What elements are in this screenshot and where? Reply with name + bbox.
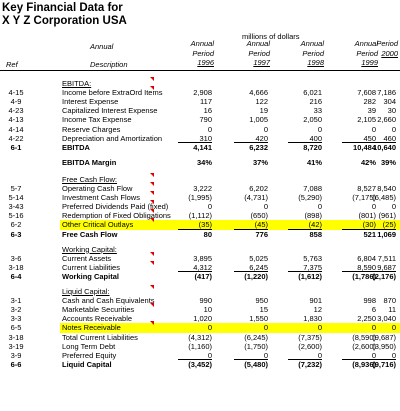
table-row: [0, 79, 400, 88]
row-value-3: (1,786): [352, 271, 376, 281]
row-description: Marketable Securities: [62, 305, 135, 315]
row-value-3: 0: [371, 202, 376, 212]
row-ref: 4-23: [8, 106, 24, 116]
row-value-0: 790: [199, 115, 212, 125]
table-row: [0, 230, 400, 239]
row-description: Working Capital: [62, 271, 119, 281]
row-description: EBITDA: [62, 142, 90, 152]
row-value-4: (2,176): [372, 271, 396, 281]
row-value-3: 8,527: [357, 184, 376, 193]
row-value-3: (7,175): [352, 193, 376, 203]
table-row: [0, 106, 400, 115]
row-value-1: (5,480): [244, 359, 268, 369]
comment-indicator-icon[interactable]: [150, 200, 154, 204]
row-value-4: 0: [391, 124, 396, 134]
row-value-0: 10: [203, 305, 212, 315]
period-header-year: 1999: [361, 58, 378, 67]
row-value-0: 0: [207, 202, 212, 212]
total-rule: [234, 229, 268, 230]
row-value-2: 0: [317, 202, 322, 212]
total-rule: [288, 271, 322, 272]
period-header-mid: Period: [248, 48, 270, 58]
row-description: Current Liabilities: [62, 262, 120, 272]
row-value-1: 0: [263, 202, 268, 212]
table-row: [0, 202, 400, 211]
table-row: [0, 272, 400, 281]
total-rule: [234, 142, 268, 143]
row-value-4: 7,186: [377, 88, 396, 98]
total-rule: [178, 359, 212, 360]
row-value-4: 30: [387, 106, 396, 116]
table-row: [0, 97, 400, 106]
header-annual: Annual: [90, 42, 114, 51]
row-value-2: 8,720: [303, 142, 322, 152]
table-row: [0, 314, 400, 323]
period-header-1: [212, 39, 270, 68]
row-description: Investment Cash Flows: [62, 193, 140, 203]
row-value-4: (9,687): [372, 332, 396, 342]
row-ref: 4-22: [8, 133, 24, 143]
row-value-0: 4,141: [193, 142, 212, 152]
row-value-4: 10,640: [373, 142, 396, 152]
table-row: [0, 125, 400, 134]
header-ref: Ref: [6, 60, 18, 69]
row-value-4: 2,660: [377, 115, 396, 125]
period-header-2: [266, 39, 324, 68]
row-value-3: (8,590): [352, 332, 376, 342]
row-description: Preferred Dividends Paid (fixed): [62, 202, 169, 212]
row-value-2: 0: [317, 350, 322, 360]
row-value-0: (417): [194, 271, 212, 281]
row-value-4: 0: [391, 323, 396, 333]
row-value-3: 521: [363, 229, 376, 239]
row-value-3: 7,608: [357, 88, 376, 98]
row-value-1: 776: [255, 229, 268, 239]
row-ref: 3-6: [10, 253, 22, 263]
row-value-3: 8,590: [357, 262, 376, 272]
row-ref: 3-9: [10, 350, 22, 360]
row-value-0: (3,452): [188, 359, 212, 369]
company-name: X Y Z Corporation USA: [2, 15, 127, 27]
row-value-0: (4,312): [188, 332, 212, 342]
row-value-2: (7,232): [298, 359, 322, 369]
row-value-2: 0: [317, 323, 322, 333]
table-row: [0, 287, 400, 296]
row-value-4: 0: [391, 202, 396, 212]
row-value-1: (1,750): [244, 341, 268, 351]
row-ref: 5-16: [8, 211, 24, 221]
comment-indicator-icon[interactable]: [150, 209, 154, 213]
row-ref: 5-7: [10, 184, 22, 193]
row-value-3: 2,250: [357, 314, 376, 324]
row-value-2: (42): [308, 220, 322, 230]
row-description: Reserve Charges: [62, 124, 121, 134]
row-value-1: 6,245: [249, 262, 268, 272]
row-value-0: 310: [199, 133, 212, 143]
comment-indicator-icon[interactable]: [150, 191, 154, 195]
row-value-3: 6: [371, 305, 376, 315]
row-value-0: 0: [207, 350, 212, 360]
table-row: [0, 184, 400, 193]
row-value-2: 858: [309, 229, 322, 239]
row-ref: 6-2: [10, 220, 22, 230]
comment-indicator-icon[interactable]: [150, 303, 154, 307]
row-ref: 3-2: [10, 305, 22, 315]
total-rule: [288, 229, 322, 230]
row-description: Income Tax Expense: [62, 115, 132, 125]
row-value-0: 16: [203, 106, 212, 116]
row-value-0: 0: [207, 323, 212, 333]
row-value-2: 7,088: [303, 184, 322, 193]
row-value-0: (35): [198, 220, 212, 230]
row-value-4: (3,950): [372, 341, 396, 351]
row-value-1: 122: [255, 97, 268, 107]
row-value-1: 0: [263, 323, 268, 333]
row-value-1: 1,005: [249, 115, 268, 125]
header-rule: [0, 70, 400, 71]
table-row: [0, 333, 400, 342]
table-row: [0, 158, 400, 167]
row-value-1: 15: [259, 305, 268, 315]
row-description: EBITDA Margin: [62, 157, 117, 167]
row-value-2: 7,375: [303, 262, 322, 272]
row-value-0: 3,895: [193, 253, 212, 263]
period-header-0: [156, 39, 214, 68]
row-ref: 3-1: [10, 296, 22, 306]
period-header-year: 1997: [253, 58, 270, 67]
row-value-0: 3,222: [193, 184, 212, 193]
row-value-0: (1,995): [188, 193, 212, 203]
row-value-2: 901: [309, 296, 322, 306]
table-row: [0, 211, 400, 220]
table-row: [0, 342, 400, 351]
row-value-3: (8,936): [352, 359, 376, 369]
units-label: millions of dollars: [242, 32, 300, 41]
total-rule: [178, 142, 212, 143]
row-value-2: (5,290): [298, 193, 322, 203]
comment-indicator-icon[interactable]: [150, 285, 154, 289]
row-value-2: 216: [309, 97, 322, 107]
row-value-2: 33: [313, 106, 322, 116]
row-description: Working Capital:: [62, 244, 117, 254]
row-value-2: 5,763: [303, 253, 322, 263]
row-value-4: 11: [388, 305, 396, 315]
row-value-1: (4,731): [244, 193, 268, 203]
table-row: [0, 88, 400, 97]
row-value-2: 6,021: [303, 88, 322, 98]
total-rule: [178, 229, 212, 230]
period-header-mid: Period: [302, 48, 324, 58]
row-value-1: 0: [263, 124, 268, 134]
row-description: Current Assets: [62, 253, 112, 263]
row-value-0: 0: [207, 124, 212, 134]
row-description: Capitalized Interest Expense: [62, 106, 158, 116]
row-value-0: 117: [200, 97, 212, 107]
row-value-1: (650): [250, 211, 268, 221]
row-value-1: 950: [255, 296, 268, 306]
row-value-1: (45): [254, 220, 268, 230]
row-value-4: 460: [383, 133, 396, 143]
row-description: Cash and Cash Equivalents: [62, 296, 155, 306]
period-header-mid: Period: [376, 39, 398, 48]
row-value-4: (25): [382, 220, 396, 230]
row-value-2: (1,612): [298, 271, 322, 281]
row-value-1: 37%: [252, 157, 268, 167]
table-row: [0, 305, 400, 314]
row-value-0: 1,020: [193, 314, 212, 324]
table-row: [0, 323, 400, 332]
row-value-1: 1,550: [249, 314, 268, 324]
table-row: [0, 254, 400, 263]
row-ref: 6-4: [10, 271, 22, 281]
row-value-4: 39%: [380, 157, 396, 167]
period-header-mid: Period: [192, 48, 214, 58]
row-value-3: 0: [371, 124, 376, 134]
row-value-2: 1,830: [303, 314, 322, 324]
total-rule: [234, 271, 268, 272]
row-value-4: (6,485): [372, 193, 396, 203]
table-row: [0, 296, 400, 305]
comment-indicator-icon[interactable]: [150, 86, 154, 90]
row-value-0: 34%: [196, 157, 212, 167]
row-ref: 3-19: [8, 341, 24, 351]
total-rule: [362, 142, 396, 143]
row-description: Total Current Liabilities: [62, 332, 138, 342]
row-value-3: 2,105: [357, 115, 376, 125]
row-value-4: 304: [383, 97, 396, 107]
row-description: Accounts Receivable: [62, 314, 133, 324]
comment-indicator-icon[interactable]: [150, 218, 154, 222]
row-value-0: (1,160): [188, 341, 212, 351]
row-value-4: (961): [378, 211, 396, 221]
total-rule: [362, 229, 396, 230]
period-header-year: 1998: [307, 58, 324, 67]
period-header-4: [340, 39, 398, 58]
row-ref: 4-9: [10, 97, 22, 107]
row-ref: 6-1: [10, 142, 22, 152]
row-value-2: (898): [304, 211, 322, 221]
row-description: EBITDA:: [62, 79, 92, 88]
header-description: Description: [90, 60, 128, 69]
row-value-4: 0: [391, 350, 396, 360]
comment-indicator-icon[interactable]: [150, 173, 154, 177]
row-value-3: 39: [367, 106, 376, 116]
row-value-1: 420: [255, 133, 268, 143]
row-value-1: 6,232: [249, 142, 268, 152]
row-value-1: 0: [263, 350, 268, 360]
row-value-2: 400: [309, 133, 322, 143]
row-description: Liquid Capital: [62, 359, 112, 369]
row-value-3: 0: [371, 323, 376, 333]
row-value-3: 450: [363, 133, 376, 143]
row-value-4: 1,069: [377, 229, 396, 239]
row-description: Notes Receivable: [62, 323, 121, 333]
row-value-4: 3,040: [377, 314, 396, 324]
row-ref: 4-13: [8, 115, 24, 125]
row-value-3: (2,600): [352, 341, 376, 351]
row-value-2: (2,600): [298, 341, 322, 351]
row-ref: 4-14: [8, 124, 24, 134]
row-ref: 5-14: [8, 193, 24, 203]
row-value-0: 990: [199, 296, 212, 306]
report-title: Key Financial Data for: [2, 2, 123, 14]
row-description: Operating Cash Flow: [62, 184, 133, 193]
period-header-top: Annual: [246, 39, 270, 48]
row-value-0: 2,908: [193, 88, 212, 98]
row-value-4: (9,716): [372, 359, 396, 369]
row-ref: 4-15: [8, 88, 24, 98]
period-header-top: Annual: [190, 39, 214, 48]
row-description: Other Critical Outlays: [62, 220, 134, 230]
table-row: [0, 245, 400, 254]
total-rule: [362, 359, 396, 360]
row-ref: 3-18: [8, 332, 24, 342]
total-rule: [178, 271, 212, 272]
row-value-0: (1,112): [188, 211, 212, 221]
row-value-1: (6,245): [244, 332, 268, 342]
row-description: Free Cash Flow: [62, 229, 118, 239]
row-value-3: (30): [362, 220, 376, 230]
row-value-0: 80: [203, 229, 212, 239]
row-value-2: 0: [317, 124, 322, 134]
row-description: Depreciation and Amortization: [62, 133, 163, 143]
row-description: Redemption of Fixed Obligations: [62, 211, 171, 221]
comment-indicator-icon[interactable]: [150, 321, 154, 325]
row-value-0: 4,312: [193, 262, 212, 272]
comment-indicator-icon[interactable]: [150, 252, 154, 256]
row-value-3: (801): [358, 211, 376, 221]
row-description: Liquid Capital:: [62, 287, 110, 296]
row-ref: 3-3: [10, 314, 22, 324]
row-value-1: 5,025: [249, 253, 268, 263]
comment-indicator-icon[interactable]: [150, 182, 154, 186]
row-description: Free Cash Flow:: [62, 174, 118, 184]
table-row: [0, 143, 400, 152]
total-rule: [234, 359, 268, 360]
row-value-2: (7,375): [298, 332, 322, 342]
row-value-2: 2,050: [303, 115, 322, 125]
row-value-3: 6,804: [357, 253, 376, 263]
total-rule: [362, 271, 396, 272]
period-header-top: Annual: [300, 39, 324, 48]
row-value-2: 41%: [306, 157, 322, 167]
period-header-year: 1996: [197, 58, 214, 67]
row-value-3: 282: [363, 97, 376, 107]
period-header-top: Annual: [354, 39, 378, 48]
row-ref: 3-43: [8, 202, 24, 212]
row-value-4: 7,511: [377, 253, 396, 263]
comment-indicator-icon[interactable]: [150, 261, 154, 265]
row-ref: 6-6: [10, 359, 22, 369]
row-description: Long Term Debt: [62, 341, 116, 351]
row-value-1: 19: [259, 106, 268, 116]
period-header-year: 2000: [381, 48, 398, 58]
row-ref: 6-5: [10, 323, 22, 333]
row-description: Preferred Equity: [62, 350, 117, 360]
table-row: [0, 175, 400, 184]
table-row: [0, 115, 400, 124]
row-value-1: (1,220): [244, 271, 268, 281]
row-description: Income before ExtraOrd Items: [62, 88, 163, 98]
total-rule: [288, 359, 322, 360]
row-value-3: 42%: [360, 157, 376, 167]
table-row: [0, 193, 400, 202]
row-value-2: 12: [313, 305, 322, 315]
row-description: Interest Expense: [62, 97, 119, 107]
row-value-3: 998: [363, 296, 376, 306]
row-value-1: 4,666: [249, 88, 268, 98]
row-value-4: 9,687: [377, 262, 396, 272]
row-value-1: 6,202: [249, 184, 268, 193]
row-value-3: 10,484: [353, 142, 376, 152]
row-ref: 6-3: [10, 229, 22, 239]
row-value-4: 8,540: [377, 184, 396, 193]
total-rule: [288, 142, 322, 143]
comment-indicator-icon[interactable]: [150, 77, 154, 81]
period-header-mid: Period: [356, 48, 378, 58]
row-ref: 3-18: [8, 262, 24, 272]
row-value-3: 0: [371, 350, 376, 360]
row-value-4: 870: [383, 296, 396, 306]
table-row: [0, 360, 400, 369]
